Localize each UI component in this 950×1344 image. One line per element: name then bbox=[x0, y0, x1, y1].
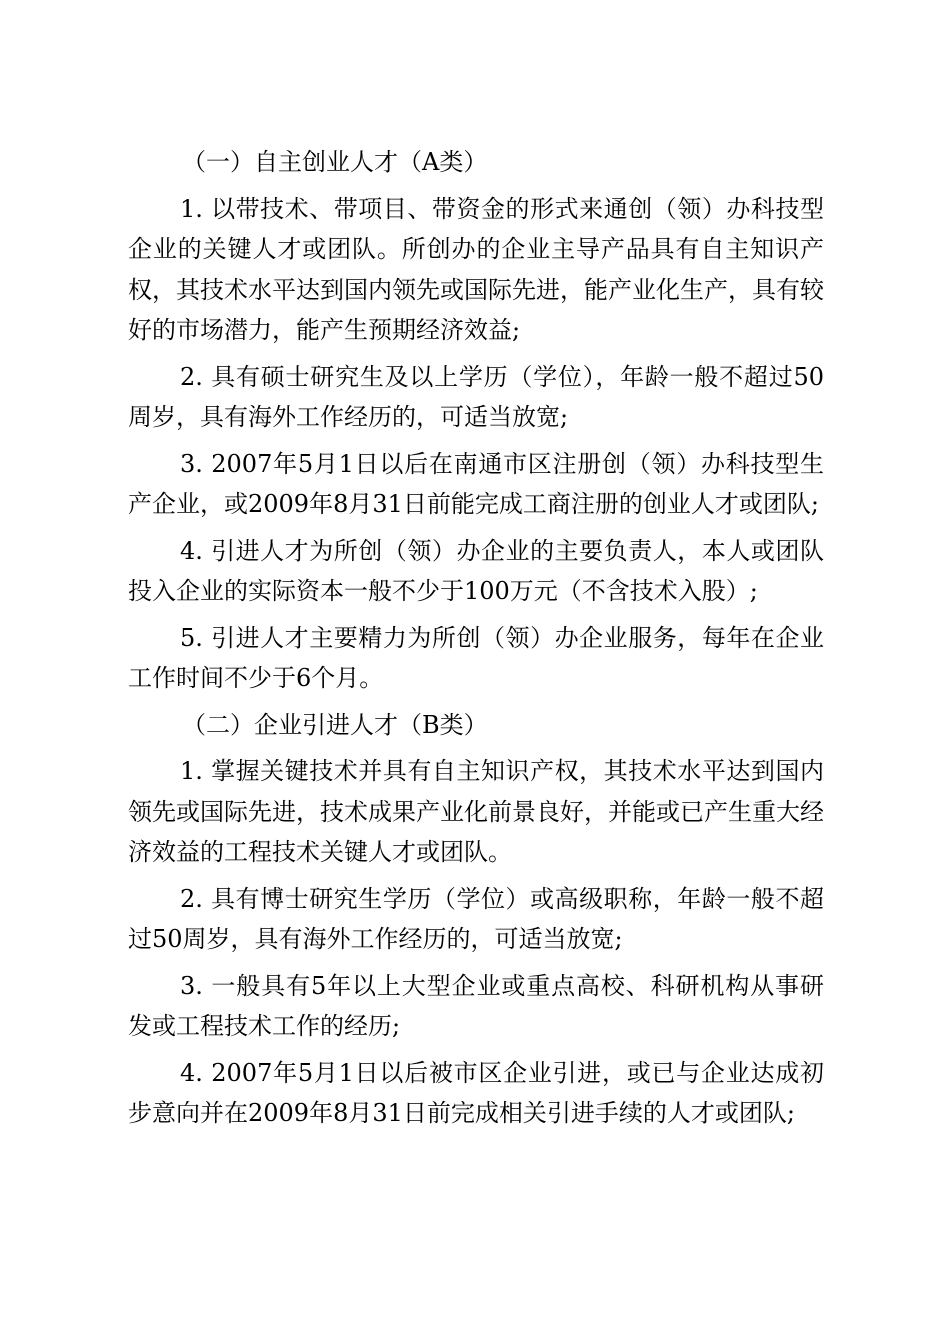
section-a-heading: （一）自主创业人才（A类） bbox=[182, 148, 488, 176]
section-a-item-1: 1. 以带技术、带项目、带资金的形式来通创（领）办科技型企业的关键人才或团队。所创办的企业主导产品具有自主知识产权，其技术水平达到国内领先或国际先进，能产业化生产，具有较好的市场潜力，能产生预期经济效益; bbox=[128, 194, 824, 344]
section-a-item-4: 4. 引进人才为所创（领）办企业的主要负责人，本人或团队投入企业的实际资本一般不少于100万元（不含技术入股）; bbox=[128, 536, 824, 605]
section-a-item-2: 2. 具有硕士研究生及以上学历（学位），年龄一般不超过50周岁，具有海外工作经历的，可适当放宽; bbox=[128, 362, 824, 431]
section-b-item-4: 4. 2007年5月1日以后被市区企业引进，或已与企业达成初步意向并在2009年8月31日前完成相关引进手续的人才或团队; bbox=[128, 1058, 824, 1127]
section-a-item-3: 3. 2007年5月1日以后在南通市区注册创（领）办科技型生产企业，或2009年8月31日前能完成工商注册的创业人才或团队; bbox=[128, 449, 824, 518]
section-a-item-5: 5. 引进人才主要精力为所创（领）办企业服务，每年在企业工作时间不少于6个月。 bbox=[128, 623, 824, 692]
document-page bbox=[128, 142, 824, 1134]
section-b-item-3: 3. 一般具有5年以上大型企业或重点高校、科研机构从事研发或工程技术工作的经历; bbox=[128, 971, 824, 1040]
section-b-item-1: 1. 掌握关键技术并具有自主知识产权，其技术水平达到国内领先或国际先进，技术成果产业化前景良好，并能或已产生重大经济效益的工程技术关键人才或团队。 bbox=[128, 757, 824, 866]
section-b-heading: （二）企业引进人才（B类） bbox=[182, 710, 488, 739]
section-b-item-2: 2. 具有博士研究生学历（学位）或高级职称，年龄一般不超过50周岁，具有海外工作经历的，可适当放宽; bbox=[128, 884, 824, 953]
